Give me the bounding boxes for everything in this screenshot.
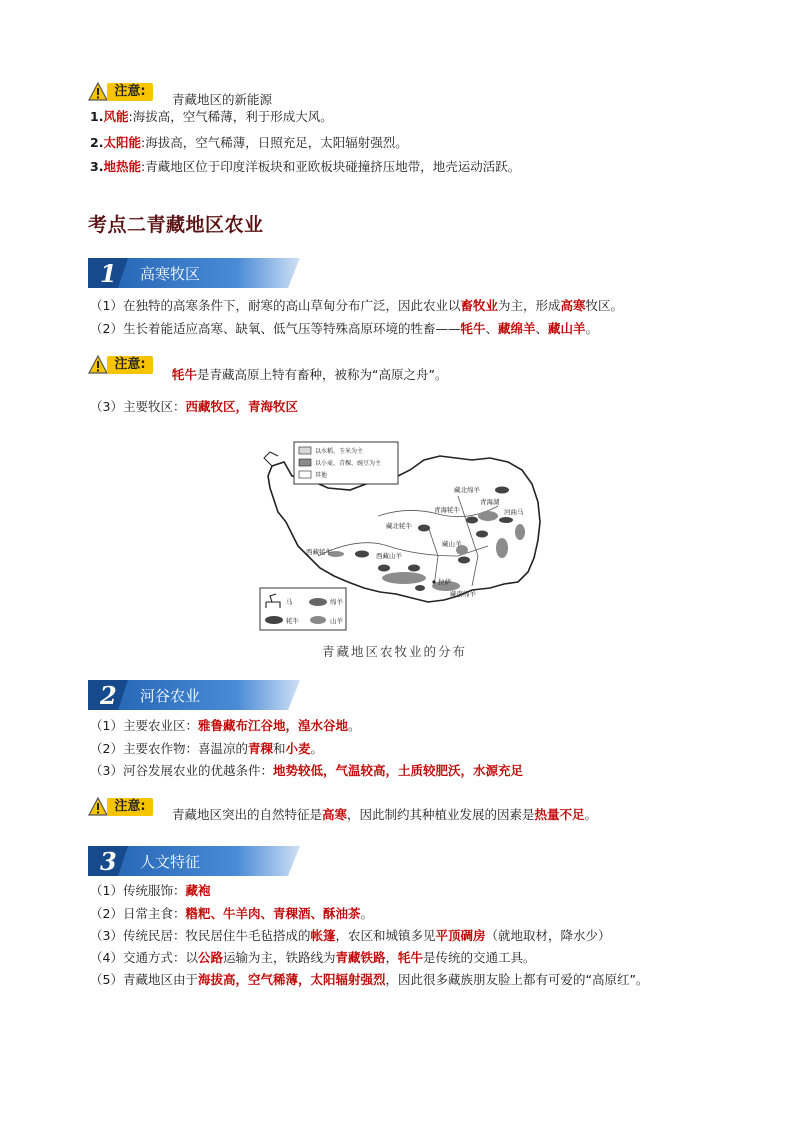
legend-item-other: 其他: [315, 472, 328, 479]
valley-line-3: （3）河谷发展农业的优越条件：地势较低，气温较高，土质较肥沃，水源充足: [90, 763, 523, 778]
map-label: 藏北绵羊: [454, 486, 480, 494]
energy-item-3: 3.地热能:青藏地区位于印度洋板块和亚欧板块碰撞挤压地带，地壳运动活跃。: [90, 159, 521, 174]
note-label: 注意:: [107, 83, 153, 101]
note-text: 牦牛是青藏高原上特有畜种，被称为“高原之舟”。: [172, 367, 448, 382]
map-label: 西藏牦牛: [306, 548, 332, 556]
note-text: 青藏地区的新能源: [172, 92, 273, 107]
legend-sheep: 绵羊: [330, 598, 343, 606]
map-label: 河曲马: [504, 508, 524, 516]
map-label: 青海湖: [480, 498, 500, 506]
culture-line-2: （2）日常主食：糌粑、牛羊肉、青稞酒、酥油茶。: [90, 906, 373, 921]
culture-line-3: （3）传统民居：牧民居住牛毛毡搭成的帐篷，农区和城镇多见平顶碉房（就地取材，降水少）: [90, 928, 611, 943]
animal-legend: [260, 588, 346, 630]
map-label: 拉萨: [438, 578, 451, 586]
banner-valley: [88, 680, 300, 710]
banner-number: 2: [100, 681, 117, 710]
pastoral-line-3: （3）主要牧区：西藏牧区，青海牧区: [90, 399, 298, 414]
banner-number: 3: [100, 847, 117, 876]
legend-goat: 山羊: [330, 617, 343, 625]
banner-title: 高寒牧区: [140, 265, 201, 283]
map-caption: 青藏地区农牧业的分布: [322, 644, 468, 659]
banner-pastoral: [88, 258, 300, 288]
legend-yak: 牦牛: [286, 617, 299, 625]
energy-item-1: 1.风能:海拔高，空气稀薄，利于形成大风。: [90, 109, 333, 124]
banner-title: 人文特征: [140, 853, 201, 871]
section-title: 考点二青藏地区农业: [88, 214, 264, 236]
banner-culture: [88, 846, 300, 876]
map-label: 藏山羊: [442, 540, 462, 548]
legend-item-wheat: 以小麦、青稞、豌豆为主: [315, 460, 382, 467]
warning-icon: [88, 82, 108, 102]
culture-line-1: （1）传统服饰：藏袍: [90, 883, 211, 898]
note-badge: [88, 797, 154, 817]
map-label: 西藏山羊: [376, 552, 402, 560]
map-legend: [294, 442, 398, 484]
note-label: 注意:: [107, 798, 153, 816]
banner-title: 河谷农业: [140, 687, 201, 705]
map-label: 青海牦牛: [434, 506, 460, 514]
culture-line-4: （4）交通方式：以公路运输为主，铁路线为青藏铁路，牦牛是传统的交通工具。: [90, 950, 536, 965]
pastoral-line-1: （1）在独特的高寒条件下，耐寒的高山草甸分布广泛，因此农业以畜牧业为主，形成高寒牧区。: [90, 298, 624, 313]
valley-line-1: （1）主要农业区：雅鲁藏布江谷地，湟水谷地。: [90, 718, 361, 733]
legend-item-rice: 以水稻、玉米为主: [315, 448, 364, 455]
note-badge: [88, 82, 154, 102]
note-label: 注意:: [107, 356, 153, 374]
note-text: 青藏地区突出的自然特征是高寒，因此制约其种植业发展的因素是热量不足。: [172, 807, 598, 822]
warning-icon: [88, 797, 108, 817]
pastoral-line-2: （2）生长着能适应高寒、缺氧、低气压等特殊高原环境的牲畜——牦牛、藏绵羊、藏山羊。: [90, 321, 599, 336]
note-badge: [88, 355, 154, 375]
banner-number: 1: [100, 259, 117, 288]
map-label: 藏北牦牛: [386, 522, 412, 530]
warning-icon: [88, 355, 108, 375]
lhasa-marker: [432, 580, 435, 583]
map-label: 藏南绵羊: [450, 590, 476, 598]
valley-line-2: （2）主要农作物：喜温凉的青稞和小麦。: [90, 741, 324, 756]
legend-horse: 马: [286, 598, 293, 606]
pastoral-map: [258, 436, 544, 632]
energy-item-2: 2.太阳能:海拔高，空气稀薄，日照充足，太阳辐射强烈。: [90, 135, 408, 150]
culture-line-5: （5）青藏地区由于海拔高，空气稀薄，太阳辐射强烈，因此很多藏族朋友脸上都有可爱的“高原红”。: [90, 972, 649, 987]
